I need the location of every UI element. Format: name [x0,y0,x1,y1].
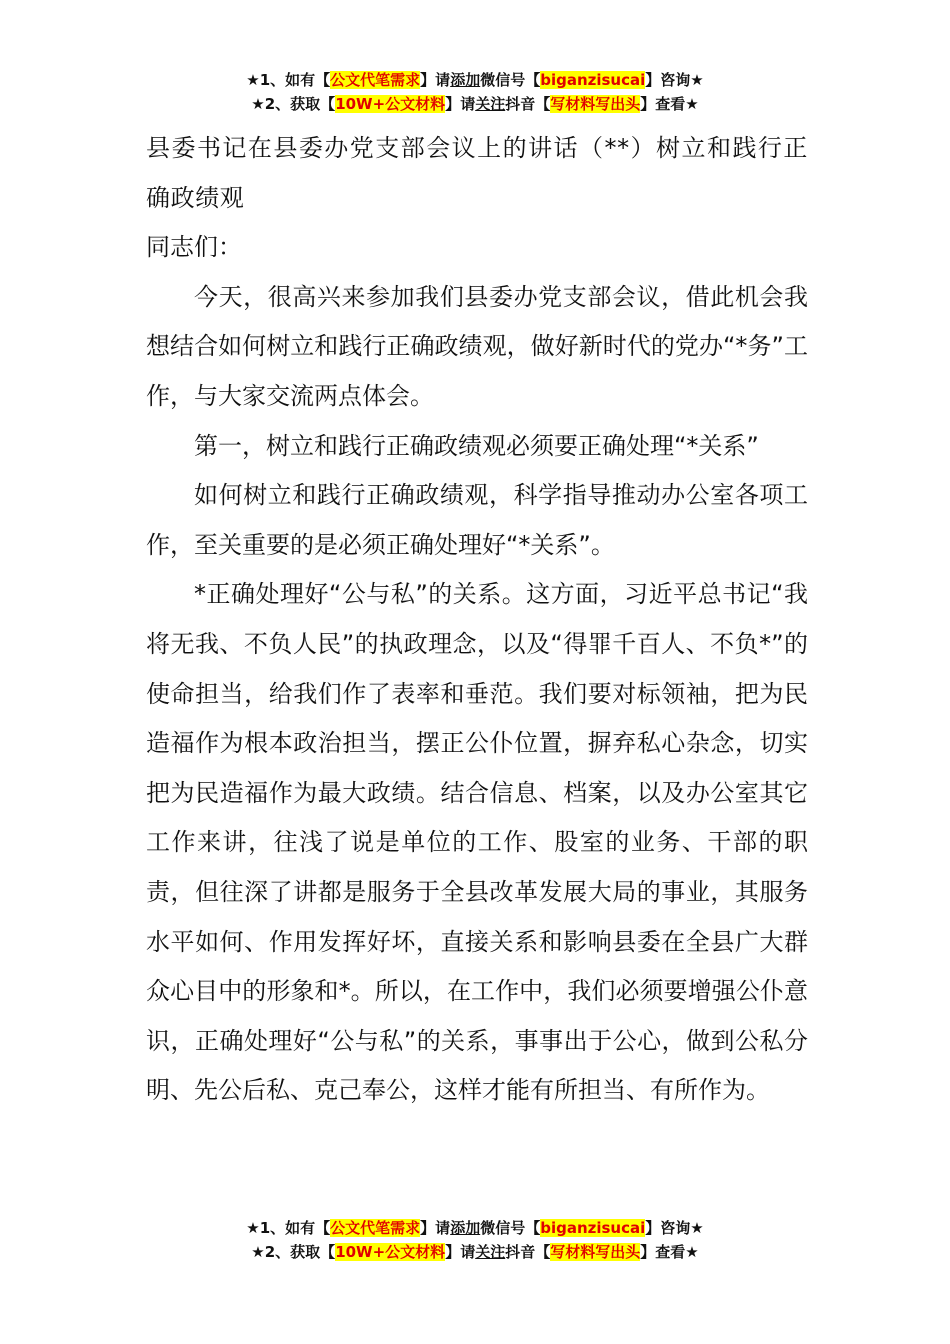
paragraph-public-private: *正确处理好“公与私”的关系。这方面，习近平总书记“我将无我、不负人民”的执政理念，以及“得罪千百人、不负*”的使命担当，给我们作了表率和垂范。我们要对标领袖，把为民造福作为根本政治担当，摆正公仆位置，摒弃私心杂念，切实把为民造福作为最大政绩。结合信息、档案，以及办公室其它工作来讲，往浅了说是单位的工作、股室的业务、干部的职责，但往深了讲都是服务于全县改革发展大局的事业，其服务水平如何、作用发挥好坏，直接关系和影响县委在全县广大群众心目中的形象和*。所以，在工作中，我们必须要增强公仆意识，正确处理好“公与私”的关系，事事出于公心，做到公私分明、先公后私、克己奉公，这样才能有所担当、有所作为。 [146,580,808,1105]
document-body [146,124,808,1116]
highlight-douyin-account: 写材料写出头 [550,1243,641,1261]
paragraph-intro: 今天，很高兴来参加我们县委办党支部会议，借此机会我想结合如何树立和践行正确政绩观，做好新时代的党办“*务”工作，与大家交流两点体会。 [146,282,808,410]
highlight-wechat-id: biganzisucai [540,1219,646,1237]
footer-banner [0,1216,950,1264]
banner-line-1: ★1、如有【公文代笔需求】请添加微信号【biganzisucai】咨询★ [246,1219,704,1237]
highlight-writing-service: 公文代笔需求 [330,71,421,89]
highlight-wechat-id: biganzisucai [540,71,646,89]
salutation: 同志们： [146,233,242,262]
document-title: 县委书记在县委办党支部会议上的讲话（**）树立和践行正确政绩观 [146,134,808,212]
paragraph-section-1-intro: 如何树立和践行正确政绩观，科学指导推动办公室各项工作，至关重要的是必须正确处理好“*关系”。 [146,481,808,559]
highlight-materials: 10W+公文材料 [335,95,446,113]
highlight-materials: 10W+公文材料 [335,1243,446,1261]
underlined-follow: 关注 [475,1243,506,1261]
banner-line-2: ★2、获取【10W+公文材料】请关注抖音【写材料写出头】查看★ [251,1243,699,1261]
underlined-follow: 关注 [475,95,506,113]
banner-line-2: ★2、获取【10W+公文材料】请关注抖音【写材料写出头】查看★ [251,95,699,113]
highlight-writing-service: 公文代笔需求 [330,1219,421,1237]
header-banner [0,68,950,116]
underlined-add: 添加 [450,71,481,89]
banner-line-1: ★1、如有【公文代笔需求】请添加微信号【biganzisucai】咨询★ [246,71,704,89]
section-heading-1: 第一，树立和践行正确政绩观必须要正确处理“*关系” [194,431,759,460]
underlined-add: 添加 [450,1219,481,1237]
highlight-douyin-account: 写材料写出头 [550,95,641,113]
